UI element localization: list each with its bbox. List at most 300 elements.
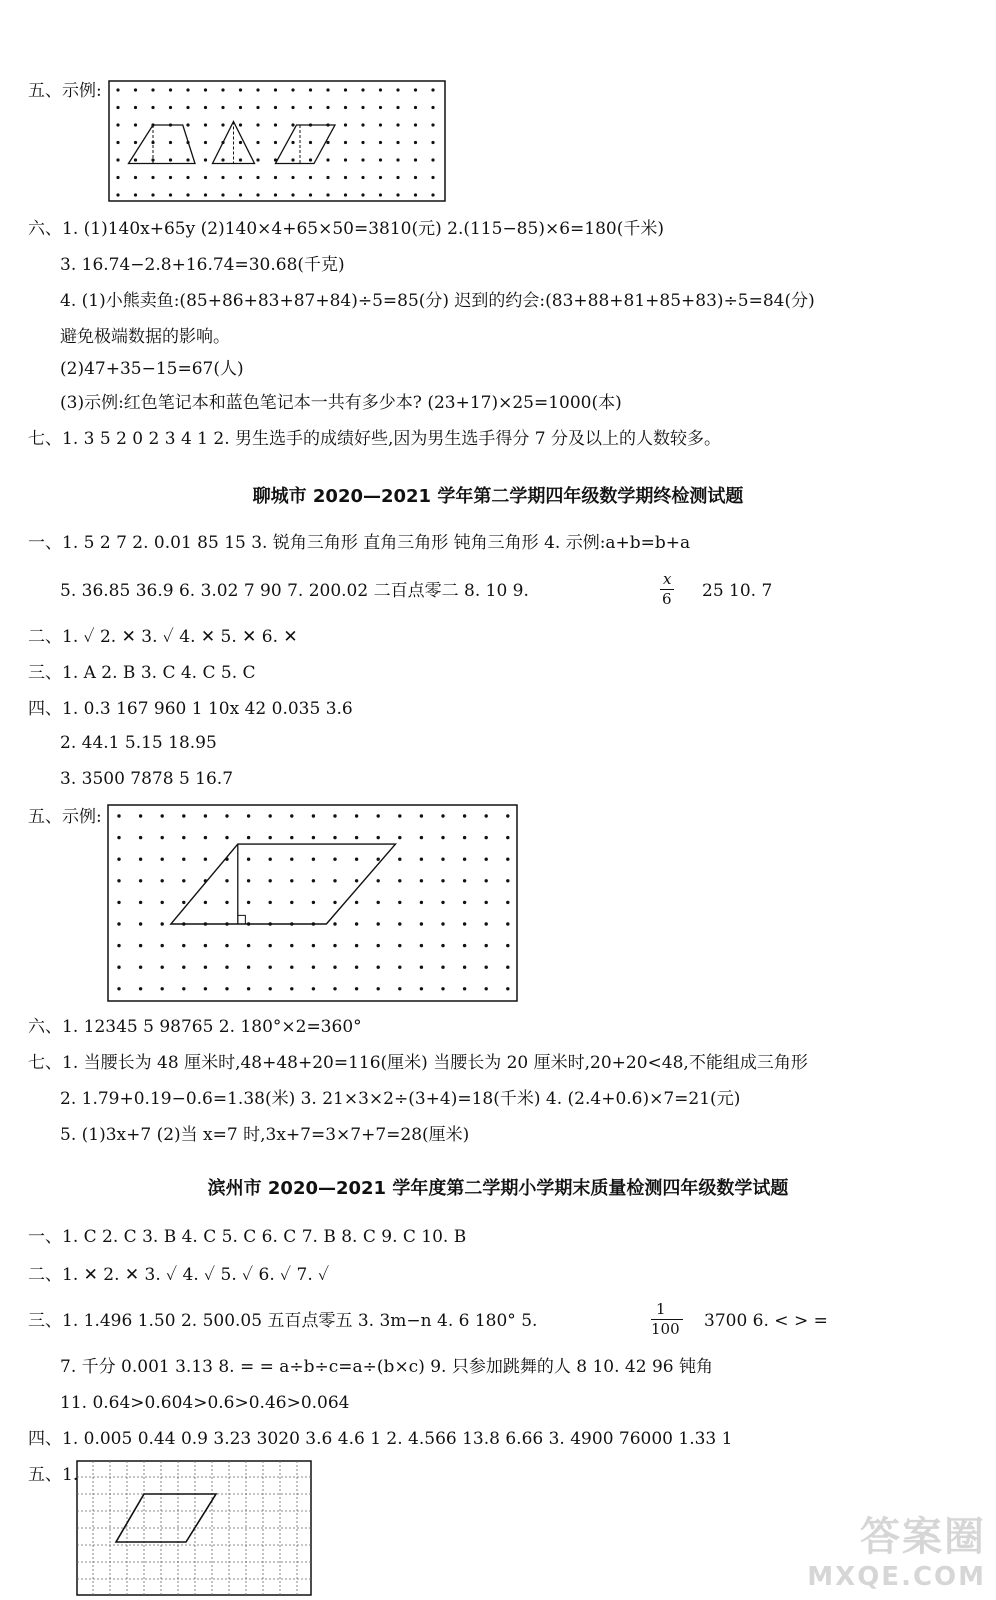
grid-dot <box>269 879 272 882</box>
grid-dot <box>269 858 272 861</box>
grid-dot <box>169 158 172 161</box>
grid-dot <box>239 176 242 179</box>
grid-dot <box>312 987 315 990</box>
grid-dot <box>290 901 293 904</box>
grid-dot <box>431 141 434 144</box>
grid-dot <box>377 922 380 925</box>
grid-dot <box>169 88 172 91</box>
grid-dot <box>355 944 358 947</box>
grid-dot <box>396 193 399 196</box>
grid-dot <box>291 88 294 91</box>
section-title-binzhou: 滨州市 2020—2021 学年度第二学期小学期末质量检测四年级数学试题 <box>207 1178 789 1199</box>
grid-dot <box>485 858 488 861</box>
grid-dot <box>414 141 417 144</box>
answer-line: 11. 0.64>0.604>0.6>0.46>0.064 <box>60 1393 350 1413</box>
grid-dot <box>377 966 380 969</box>
grid-dot <box>326 141 329 144</box>
grid-dot <box>379 88 382 91</box>
answer-line: 3. 3500 7878 5 16.7 <box>60 769 234 789</box>
grid-dot <box>221 193 224 196</box>
grid-dot <box>269 966 272 969</box>
grid-dot <box>431 106 434 109</box>
answer-line: 七、1. 3 5 2 0 2 3 4 1 2. 男生选手的成绩好些,因为男生选手得分 7 分及以上的人数较多。 <box>28 429 722 449</box>
watermark-url: MXQE.COM <box>807 1562 986 1592</box>
grid-dot <box>239 141 242 144</box>
grid-dot <box>441 901 444 904</box>
grid-dot <box>355 836 358 839</box>
grid-dot <box>161 814 164 817</box>
grid-dot <box>398 901 401 904</box>
right-angle-mark <box>238 915 246 924</box>
grid-dot <box>377 901 380 904</box>
grid-dot <box>204 901 207 904</box>
grid-dot <box>161 879 164 882</box>
grid-dot <box>398 814 401 817</box>
grid-dot <box>396 88 399 91</box>
grid-dot <box>333 944 336 947</box>
grid-dot <box>134 123 137 126</box>
grid-dot <box>506 922 509 925</box>
grid-dot <box>116 193 119 196</box>
grid-dot <box>379 141 382 144</box>
grid-dot <box>485 836 488 839</box>
grid-dot <box>420 966 423 969</box>
grid-dot <box>326 176 329 179</box>
parallelogram-shape <box>116 1494 216 1542</box>
grid-dot <box>291 176 294 179</box>
grid-dot <box>312 966 315 969</box>
grid-dot <box>312 879 315 882</box>
fraction-numerator: 1 <box>656 1300 666 1318</box>
grid-dot <box>225 987 228 990</box>
grid-dot <box>312 836 315 839</box>
grid-dot <box>239 158 242 161</box>
grid-dot <box>312 858 315 861</box>
grid-dot <box>463 879 466 882</box>
grid-dot <box>485 922 488 925</box>
fraction-denominator: 100 <box>651 1320 680 1338</box>
answer-line: 七、1. 当腰长为 48 厘米时,48+48+20=116(厘米) 当腰长为 20 厘米时,20+20<48,不能组成三角形 <box>28 1053 808 1073</box>
grid-dot <box>377 987 380 990</box>
grid-dot <box>117 944 120 947</box>
grid-dot <box>269 901 272 904</box>
answer-line: 三、1. 1.496 1.50 2. 500.05 五百点零五 3. 3m−n 4. 6 180° 5. <box>28 1311 538 1331</box>
grid-dot <box>274 141 277 144</box>
grid-dot <box>186 193 189 196</box>
answer-line: 四、1. 0.3 167 960 1 10x 42 0.035 3.6 <box>28 699 353 719</box>
grid-dot <box>221 88 224 91</box>
grid-dot <box>398 966 401 969</box>
grid-dot <box>290 987 293 990</box>
grid-dot <box>420 944 423 947</box>
grid-dot <box>420 879 423 882</box>
grid-dot <box>161 858 164 861</box>
grid-dot <box>441 858 444 861</box>
grid-dot <box>186 123 189 126</box>
grid-dot <box>239 106 242 109</box>
grid-dot <box>344 193 347 196</box>
grid-dot <box>116 158 119 161</box>
grid-dot <box>361 123 364 126</box>
grid-dot <box>221 158 224 161</box>
grid-dot <box>355 922 358 925</box>
grid-dot <box>274 106 277 109</box>
grid-dot <box>182 987 185 990</box>
grid-dot <box>204 123 207 126</box>
grid-dot <box>398 987 401 990</box>
grid-dot <box>379 123 382 126</box>
grid-dot <box>463 814 466 817</box>
grid-dot <box>377 836 380 839</box>
grid-dot <box>344 88 347 91</box>
grid-dot <box>247 858 250 861</box>
grid-dot <box>396 123 399 126</box>
answer-line: 3. 16.74−2.8+16.74=30.68(千克) <box>60 255 345 275</box>
grid-dot <box>506 879 509 882</box>
grid-dot <box>247 987 250 990</box>
grid-dot <box>247 879 250 882</box>
grid-dot <box>204 966 207 969</box>
grid-dot <box>269 836 272 839</box>
grid-dot <box>116 88 119 91</box>
grid-dot <box>290 966 293 969</box>
grid-dot <box>361 88 364 91</box>
grid-dot <box>506 901 509 904</box>
answer-line: 二、1. ✕ 2. ✕ 3. ✓ 4. ✓ 5. ✓ 6. ✓ 7. ✓ <box>28 1265 330 1285</box>
grid-dot <box>398 944 401 947</box>
grid-dot <box>420 858 423 861</box>
grid-dot <box>151 176 154 179</box>
grid-dot <box>134 141 137 144</box>
grid-dot <box>463 858 466 861</box>
grid-dot <box>274 88 277 91</box>
grid-dot <box>247 836 250 839</box>
grid-dot <box>291 141 294 144</box>
grid-dot <box>379 158 382 161</box>
answer-line: 四、1. 0.005 0.44 0.9 3.23 3020 3.6 4.6 1 2. 4.566 13.8 6.66 3. 4900 76000 1.33 1 <box>28 1429 733 1449</box>
grid-dot <box>134 158 137 161</box>
grid-dot <box>344 106 347 109</box>
grid-dot <box>117 922 120 925</box>
grid-dot <box>290 836 293 839</box>
fraction-numerator: x <box>663 570 672 588</box>
grid-dot <box>309 106 312 109</box>
answer-line: 三、1. A 2. B 3. C 4. C 5. C <box>28 663 256 683</box>
grid-dot <box>326 88 329 91</box>
grid-dot <box>151 193 154 196</box>
grid-dot <box>326 193 329 196</box>
grid-dot <box>139 901 142 904</box>
grid-dot <box>506 944 509 947</box>
wu-label-1: 五、示例: <box>28 81 102 101</box>
grid-dot <box>377 944 380 947</box>
grid-dot <box>361 141 364 144</box>
grid-border <box>109 81 445 201</box>
answer-line: 一、1. C 2. C 3. B 4. C 5. C 6. C 7. B 8. C 9. C 10. B <box>28 1227 467 1247</box>
grid-dot <box>506 814 509 817</box>
grid-dot <box>361 176 364 179</box>
grid-dot <box>355 966 358 969</box>
grid-dot <box>379 193 382 196</box>
grid-dot <box>344 141 347 144</box>
answer-line: 5. (1)3x+7 (2)当 x=7 时,3x+7=3×7+7=28(厘米) <box>60 1125 470 1145</box>
grid-dot <box>204 176 207 179</box>
grid-dot <box>506 858 509 861</box>
grid-dot <box>256 88 259 91</box>
grid-dot <box>256 158 259 161</box>
grid-dot <box>269 987 272 990</box>
grid-dot <box>204 158 207 161</box>
grid-dot <box>333 901 336 904</box>
grid-dot <box>312 901 315 904</box>
grid-dot <box>396 106 399 109</box>
grid-dot <box>344 123 347 126</box>
grid-dot <box>431 193 434 196</box>
grid-dot <box>485 944 488 947</box>
answer-line: (2)47+35−15=67(人) <box>60 359 244 379</box>
answer-line: 7. 千分 0.001 3.13 8. = = a÷b÷c=a÷(b×c) 9. 只参加跳舞的人 8 10. 42 96 钝角 <box>60 1357 713 1377</box>
grid-dot <box>204 814 207 817</box>
grid-dot <box>361 106 364 109</box>
grid-dot <box>463 966 466 969</box>
grid-dot <box>420 987 423 990</box>
grid-dot <box>420 814 423 817</box>
grid-dot <box>274 123 277 126</box>
grid-dot <box>326 106 329 109</box>
grid-dot <box>239 193 242 196</box>
grid-dot <box>290 814 293 817</box>
grid-dot <box>326 158 329 161</box>
grid-dot <box>379 176 382 179</box>
grid-dot <box>225 814 228 817</box>
grid-dot <box>139 858 142 861</box>
grid-dot <box>161 966 164 969</box>
answer-line: 二、1. ✓ 2. ✕ 3. ✓ 4. ✕ 5. ✕ 6. ✕ <box>28 627 298 647</box>
grid-dot <box>247 814 250 817</box>
grid-dot <box>379 106 382 109</box>
grid-dot <box>398 922 401 925</box>
grid-dot <box>186 176 189 179</box>
grid-dot <box>291 158 294 161</box>
grid-dot <box>414 123 417 126</box>
section-title-liaocheng: 聊城市 2020—2021 学年第二学期四年级数学期终检测试题 <box>252 486 744 507</box>
answer-line: 3700 6. < > = <box>704 1311 828 1331</box>
grid-dot <box>377 814 380 817</box>
grid-dot <box>291 123 294 126</box>
answer-line: 25 10. 7 <box>702 581 773 601</box>
dot-grid-examples <box>108 80 446 202</box>
grid-dot <box>169 106 172 109</box>
grid-dot <box>414 106 417 109</box>
grid-dot <box>256 193 259 196</box>
square-grid-parallelogram <box>76 1460 312 1596</box>
grid-dot <box>161 901 164 904</box>
grid-dot <box>117 836 120 839</box>
grid-dot <box>225 944 228 947</box>
grid-dot <box>312 944 315 947</box>
grid-dot <box>414 158 417 161</box>
grid-dot <box>256 106 259 109</box>
grid-dot <box>355 879 358 882</box>
grid-dot <box>204 836 207 839</box>
grid-dot <box>355 987 358 990</box>
grid-dot <box>204 944 207 947</box>
grid-dot <box>333 966 336 969</box>
grid-dot <box>485 901 488 904</box>
grid-dot <box>291 106 294 109</box>
grid-dot <box>161 836 164 839</box>
grid-dot <box>431 88 434 91</box>
grid-dot <box>485 987 488 990</box>
grid-dot <box>396 158 399 161</box>
grid-dot <box>225 879 228 882</box>
grid-dot <box>355 901 358 904</box>
parallelogram-shape <box>276 125 336 164</box>
dot-grid-parallelogram <box>107 804 518 1002</box>
grid-dot <box>221 176 224 179</box>
grid-dot <box>414 193 417 196</box>
grid-dot <box>182 858 185 861</box>
grid-dot <box>414 176 417 179</box>
grid-dot <box>396 176 399 179</box>
grid-dot <box>117 858 120 861</box>
grid-dot <box>485 879 488 882</box>
grid-dot <box>309 158 312 161</box>
answer-line: 5. 36.85 36.9 6. 3.02 7 90 7. 200.02 二百点零二 8. 10 9. <box>60 581 529 601</box>
grid-dot <box>139 922 142 925</box>
grid-dot <box>309 193 312 196</box>
answer-line: 六、1. 12345 5 98765 2. 180°×2=360° <box>28 1017 362 1037</box>
grid-dot <box>151 88 154 91</box>
grid-dot <box>116 106 119 109</box>
grid-dot <box>247 944 250 947</box>
grid-dot <box>441 944 444 947</box>
grid-dot <box>396 141 399 144</box>
grid-dot <box>377 858 380 861</box>
grid-dot <box>333 987 336 990</box>
watermark <box>807 1505 986 1592</box>
grid-dot <box>485 814 488 817</box>
grid-dot <box>312 814 315 817</box>
grid-dot <box>116 176 119 179</box>
grid-dot <box>355 858 358 861</box>
grid-dot <box>441 836 444 839</box>
grid-dot <box>398 858 401 861</box>
grid-dot <box>247 966 250 969</box>
grid-dot <box>506 836 509 839</box>
grid-dot <box>256 141 259 144</box>
grid-dot <box>441 879 444 882</box>
grid-dot <box>274 193 277 196</box>
grid-dot <box>463 901 466 904</box>
grid-dot <box>117 879 120 882</box>
fraction-denominator: 6 <box>662 590 672 608</box>
grid-dot <box>414 88 417 91</box>
grid-dot <box>204 106 207 109</box>
answer-line: 2. 44.1 5.15 18.95 <box>60 733 217 753</box>
grid-dot <box>151 106 154 109</box>
grid-dot <box>344 176 347 179</box>
grid-dot <box>256 123 259 126</box>
grid-dot <box>420 922 423 925</box>
grid-dot <box>290 858 293 861</box>
grid-dot <box>239 88 242 91</box>
grid-dot <box>333 858 336 861</box>
grid-dot <box>506 966 509 969</box>
grid-dot <box>398 879 401 882</box>
grid-dot <box>204 141 207 144</box>
wu-label-2: 五、示例: <box>28 807 102 827</box>
grid-dot <box>182 836 185 839</box>
grid-dot <box>506 987 509 990</box>
grid-dot <box>117 814 120 817</box>
grid-dot <box>134 106 137 109</box>
grid-dot <box>485 966 488 969</box>
grid-dot <box>116 123 119 126</box>
answer-line: 六、1. (1)140x+65y (2)140×4+65×50=3810(元) 2.(115−85)×6=180(千米) <box>28 219 664 239</box>
grid-dot <box>139 987 142 990</box>
grid-dot <box>333 814 336 817</box>
grid-dot <box>431 158 434 161</box>
grid-dot <box>441 922 444 925</box>
grid-dot <box>186 158 189 161</box>
parallelogram-shape <box>171 844 396 924</box>
grid-dot <box>431 123 434 126</box>
grid-dot <box>274 176 277 179</box>
grid-dot <box>161 944 164 947</box>
grid-dot <box>441 814 444 817</box>
grid-dot <box>182 814 185 817</box>
grid-dot <box>361 193 364 196</box>
grid-dot <box>204 193 207 196</box>
grid-dot <box>463 944 466 947</box>
answer-line: 2. 1.79+0.19−0.6=1.38(米) 3. 21×3×2÷(3+4)=18(千米) 4. (2.4+0.6)×7=21(元) <box>60 1089 741 1109</box>
grid-dot <box>309 176 312 179</box>
grid-dot <box>221 123 224 126</box>
grid-dot <box>225 966 228 969</box>
grid-dot <box>139 836 142 839</box>
grid-dot <box>139 814 142 817</box>
grid-dot <box>182 901 185 904</box>
grid-dot <box>134 88 137 91</box>
grid-dot <box>186 88 189 91</box>
grid-dot <box>333 879 336 882</box>
answer-line: 五、1. <box>28 1465 79 1485</box>
grid-dot <box>139 879 142 882</box>
grid-dot <box>269 814 272 817</box>
grid-dot <box>134 176 137 179</box>
grid-dot <box>204 987 207 990</box>
grid-dot <box>182 944 185 947</box>
grid-dot <box>344 158 347 161</box>
grid-dot <box>309 141 312 144</box>
grid-dot <box>204 88 207 91</box>
grid-dot <box>221 106 224 109</box>
grid-dot <box>290 879 293 882</box>
grid-dot <box>161 922 164 925</box>
grid-dot <box>169 176 172 179</box>
answer-line: 避免极端数据的影响。 <box>60 327 230 347</box>
grid-dot <box>186 106 189 109</box>
answer-line: 4. (1)小熊卖鱼:(85+86+83+87+84)÷5=85(分) 迟到的约会:(83+88+81+85+83)÷5=84(分) <box>60 291 815 311</box>
grid-dot <box>139 966 142 969</box>
grid-dot <box>117 966 120 969</box>
grid-dot <box>117 901 120 904</box>
grid-dot <box>291 193 294 196</box>
trapezoid-shape <box>129 125 196 164</box>
grid-dot <box>333 836 336 839</box>
grid-dot <box>116 141 119 144</box>
